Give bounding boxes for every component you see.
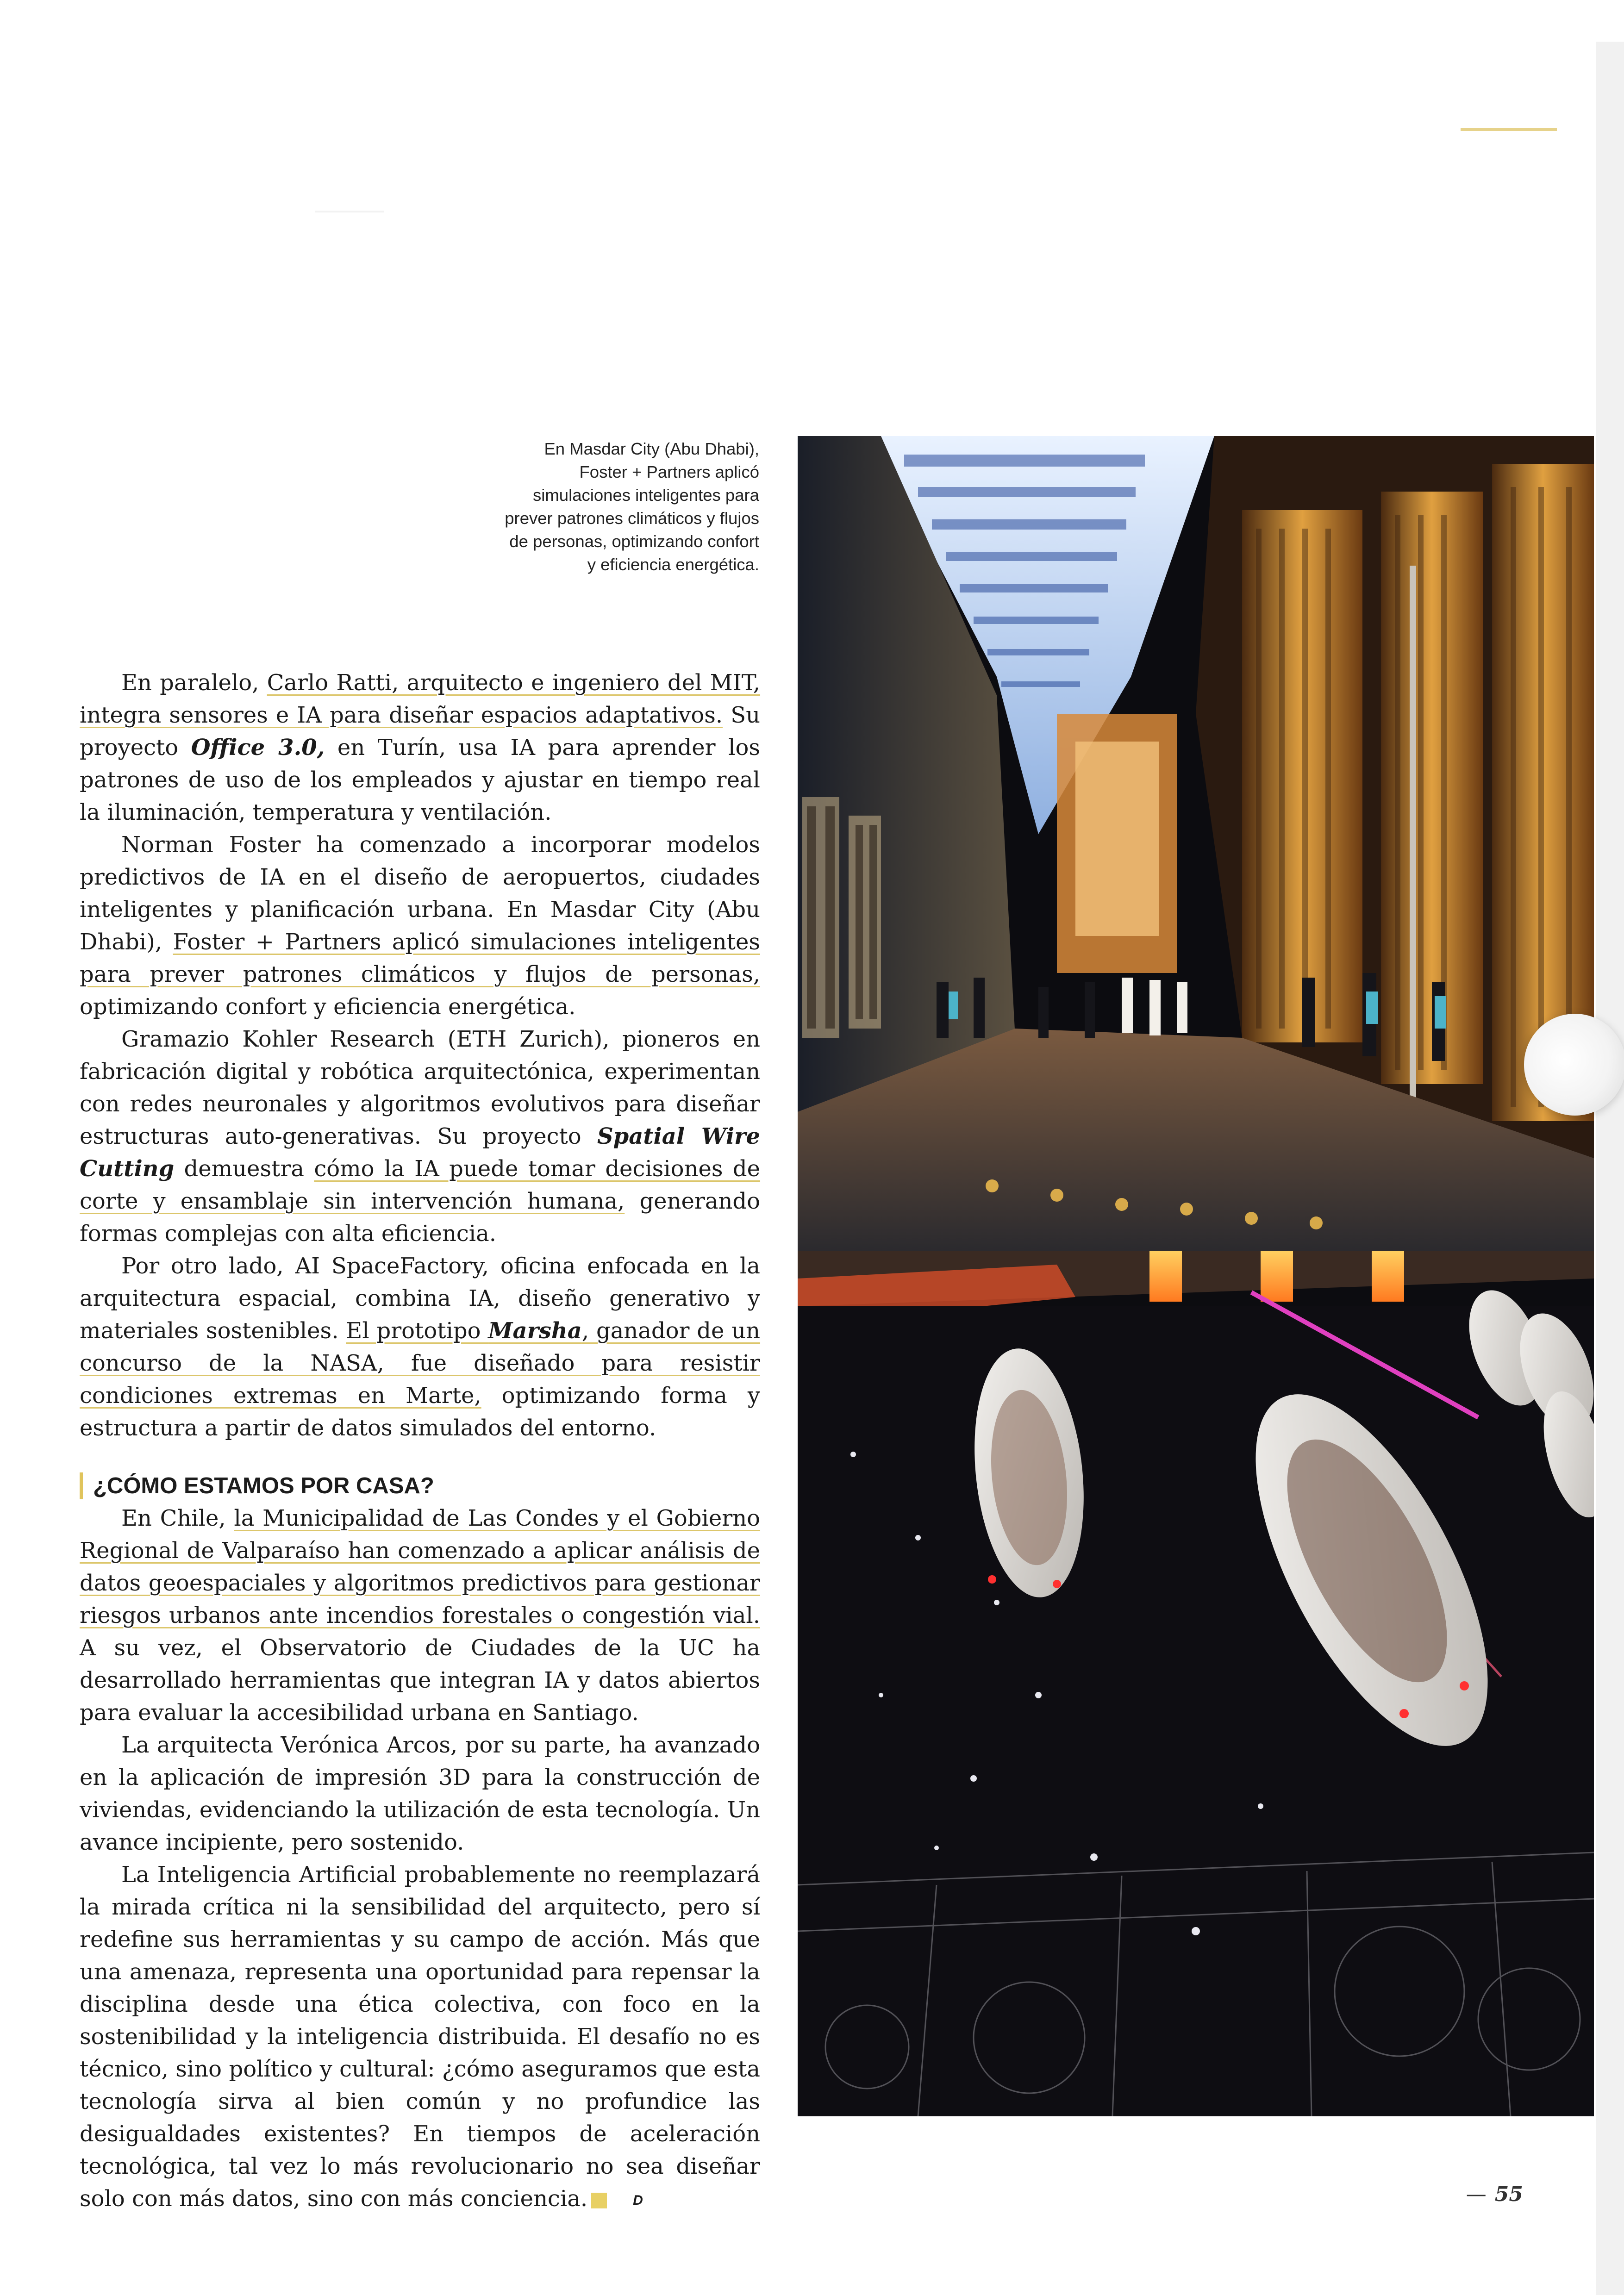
top-accent-rule bbox=[1461, 128, 1557, 131]
page-number bbox=[1449, 2183, 1523, 2206]
section-heading-text: ¿CÓMO ESTAMOS POR CASA? bbox=[93, 1473, 434, 1498]
page-number-value: 55 bbox=[1494, 2183, 1523, 2206]
heading-accent-bar bbox=[80, 1472, 83, 1499]
paragraph-2: Norman Foster ha comenzado a incorporar modelos predictivos de IA en el diseño de aeropuertos, ciudades inteligentes y planificación urbana. En Masdar City (Abu Dhabi), Foster + Partners aplicó simulaciones inteligentes para prever patrones climáticos y flujos de personas, optimizando confort y eficiencia energética. bbox=[80, 832, 760, 1020]
paragraph-3: Gramazio Kohler Research (ETH Zurich), pioneros en fabricación digital y robótica arquitectónica, experimentan con redes neuronales y algoritmos evolutivos para diseñar estructuras auto-generativas. Su proyecto Spatial Wire Cutting demuestra cómo la IA puede tomar decisiones de corte y ensamblaje sin intervención humana, generando formas complejas con alta eficiencia. bbox=[80, 1026, 761, 1247]
faint-rule bbox=[315, 211, 384, 212]
paragraph-7: La Inteligencia Artificial probablemente no reemplazará la mirada crítica ni la sensibilidad del arquitecto, pero sí redefine sus herramientas y su campo de acción. Más que una amenaza, representa una oportunidad para repensar la disciplina desde una ética colectiva, con foco en la sostenibilidad y la inteligencia distribuida. El desafío no es técnico, sino político y cultural: ¿cómo aseguramos que esta tecnología sirva al bien común y no profundice las desigualdades existentes? En tiempos de aceleración tecnológica, tal vez lo más revolucionario no sea diseñar solo con más datos, sino con más conciencia. D bbox=[80, 1862, 760, 2212]
folio-dash: — bbox=[1466, 2183, 1487, 2206]
photo-caption: En Masdar City (Abu Dhabi), Foster + Partners aplicó simulaciones inteligentes para prever patrones climáticos y flujos de personas, optimizando confort y eficiencia energética. bbox=[505, 439, 759, 574]
masdar-city-rendering bbox=[798, 436, 1594, 2116]
section-heading bbox=[80, 1470, 760, 1502]
paragraph-1: En paralelo, Carlo Ratti, arquitecto e ingeniero del MIT, integra sensores e IA para diseñar espacios adaptativos. Su proyecto Office 3.0, en Turín, usa IA para aprender los patrones de uso de los empleados y ajustar en tiempo real la iluminación, temperatura y ventilación. bbox=[80, 670, 761, 825]
paragraph-6: La arquitecta Verónica Arcos, por su parte, ha avanzado en la aplicación de impresión 3D para la construcción de viviendas, evidenciando la utilización de esta tecnología. Un avance incipiente, pero sostenido. bbox=[80, 1732, 760, 1855]
end-mark-icon: D bbox=[591, 2193, 607, 2208]
paragraph-5: En Chile, la Municipalidad de Las Condes y el Gobierno Regional de Valparaíso han comenzado a aplicar análisis de datos geoespaciales y algoritmos predictivos para gestionar riesgos urbanos ante incendios forestales o congestión vial. A su vez, el Observatorio de Ciudades de la UC ha desarrollado herramientas que integran IA y datos abiertos para evaluar la accesibilidad urbana en Santiago. bbox=[80, 1505, 761, 1726]
article-body bbox=[80, 667, 760, 2215]
paragraph-4: Por otro lado, AI SpaceFactory, oficina enfocada en la arquitectura espacial, combina IA, diseño generativo y materiales sostenibles. El prototipo Marsha, ganador de un concurso de la NASA, fue diseñado para resistir condiciones extremas en Marte, optimizando forma y estructura a partir de datos simulados del entorno. bbox=[80, 1253, 761, 1441]
scroll-track[interactable] bbox=[1596, 42, 1624, 2295]
scroll-handle[interactable] bbox=[1524, 1014, 1624, 1116]
